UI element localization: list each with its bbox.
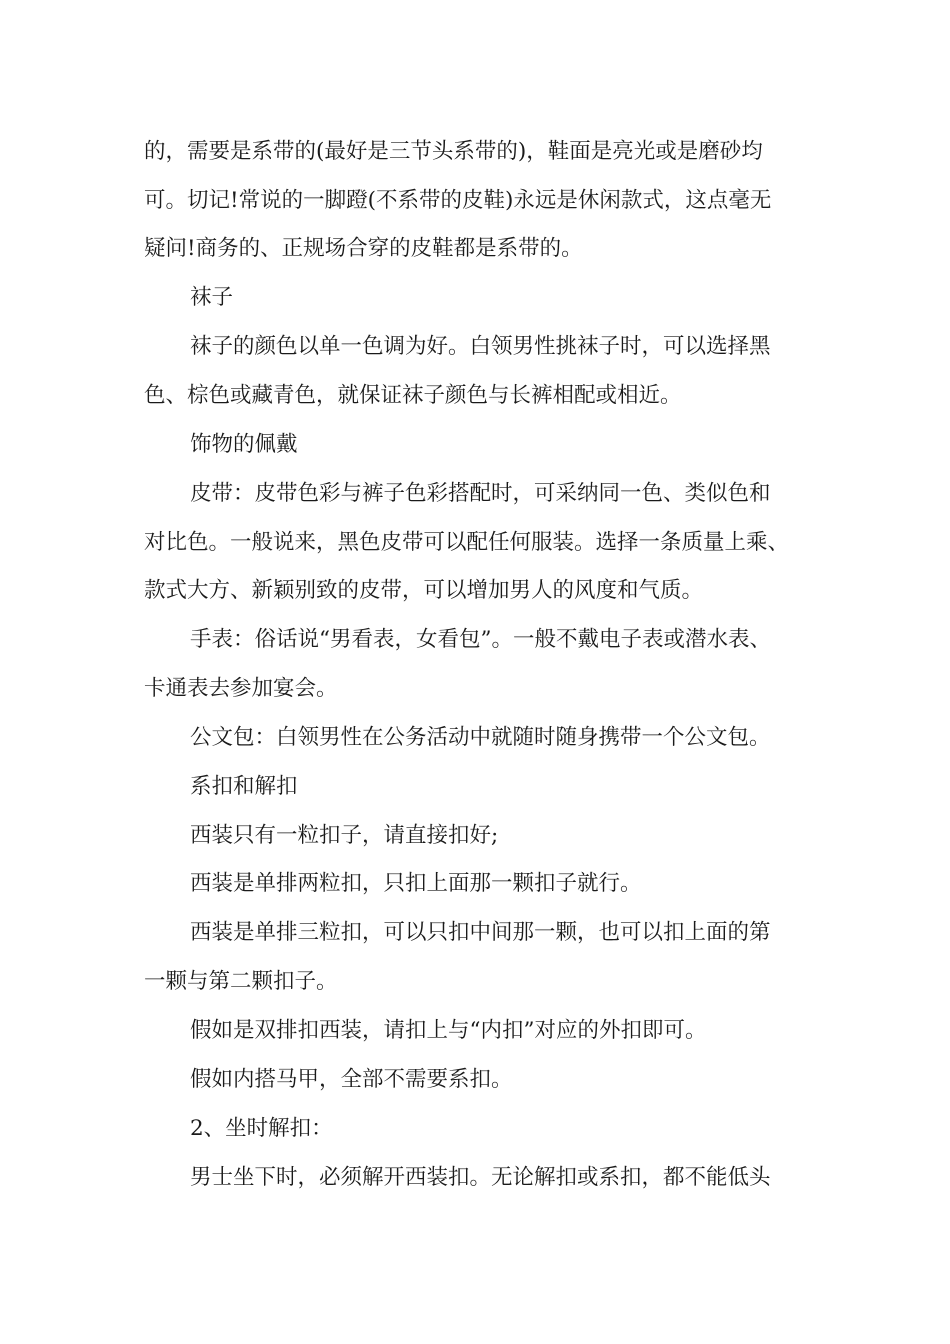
text-line: 假如是双排扣西装，请扣上与“内扣”对应的外扣即可。 [190,1018,707,1043]
section-heading: 饰物的佩戴 [190,432,298,457]
text-line: 公文包：白领男性在公务活动中就随时随身携带一个公文包。 [190,725,771,750]
section-heading: 系扣和解扣 [190,774,298,799]
text-line: 对比色。一般说来，黑色皮带可以配任何服装。选择一条质量上乘、 [144,530,790,555]
text-line: 手表：俗话说“男看表，女看包”。一般不戴电子表或潜水表、 [190,627,771,652]
text-line: 假如内搭马甲，全部不需要系扣。 [190,1067,513,1092]
text-line: 卡通表去参加宴会。 [144,676,338,701]
section-heading: 袜子 [190,285,234,310]
text-line: 款式大方、新颖别致的皮带，可以增加男人的风度和气质。 [144,578,704,603]
text-line: 一颗与第二颗扣子。 [144,969,338,994]
text-line: 西装是单排两粒扣，只扣上面那一颗扣子就行。 [190,871,642,896]
text-line: 袜子的颜色以单一色调为好。白领男性挑袜子时，可以选择黑 [190,334,771,359]
text-line: 的，需要是系带的(最好是三节头系带的)，鞋面是亮光或是磨砂均 [144,139,763,164]
text-line: 西装只有一粒扣子，请直接扣好; [190,823,499,848]
text-line: 男士坐下时，必须解开西装扣。无论解扣或系扣，都不能低头 [190,1165,771,1190]
text-line: 色、棕色或藏青色，就保证袜子颜色与长裤相配或相近。 [144,383,682,408]
text-line: 皮带：皮带色彩与裤子色彩搭配时，可采纳同一色、类似色和 [190,481,771,506]
text-line: 可。切记!常说的一脚蹬(不系带的皮鞋)永远是休闲款式，这点毫无 [144,188,772,213]
section-heading: 2、坐时解扣： [190,1116,333,1141]
text-line: 疑问!商务的、正规场合穿的皮鞋都是系带的。 [144,236,583,261]
text-line: 西装是单排三粒扣，可以只扣中间那一颗，也可以扣上面的第 [190,920,771,945]
